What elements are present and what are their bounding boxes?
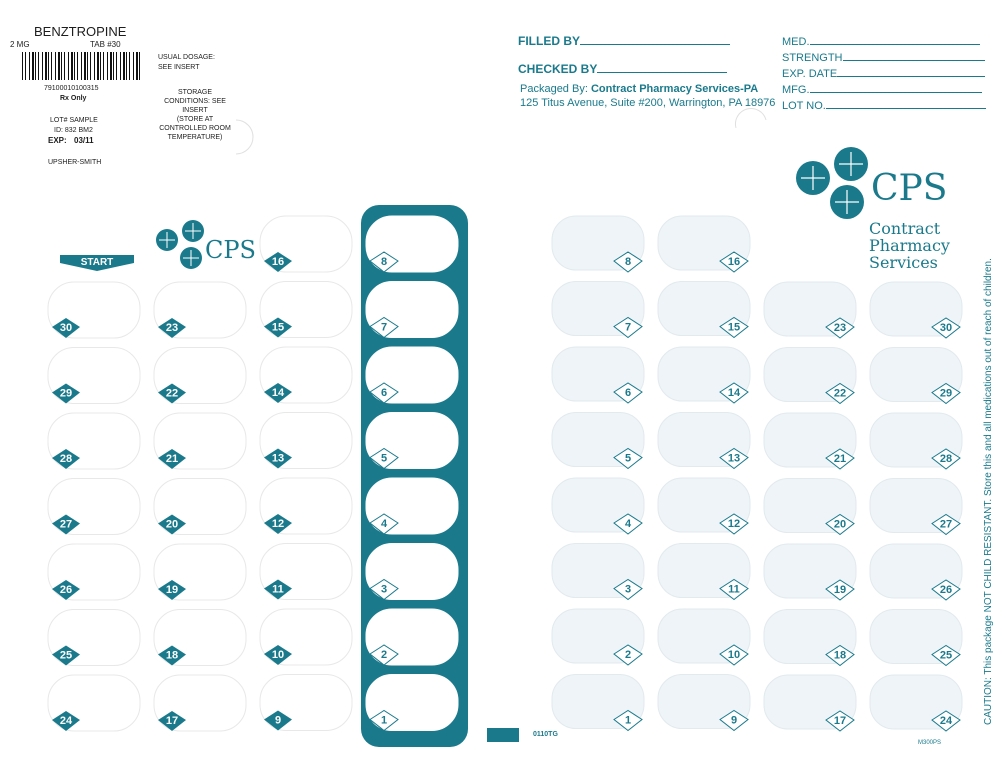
day-number: 22 <box>165 387 179 400</box>
day-number: 12 <box>271 518 285 530</box>
day-number: 13 <box>727 452 741 465</box>
day-number: 27 <box>59 518 73 531</box>
day-number: 3 <box>380 583 388 596</box>
day-number: 24 <box>59 715 73 727</box>
day-number: 26 <box>59 584 73 596</box>
day-number: 2 <box>624 649 632 661</box>
mfg-field[interactable]: MFG. <box>782 82 982 96</box>
day-number: 4 <box>380 518 388 530</box>
drug-name: BENZTROPINE <box>34 24 127 39</box>
day-number: 7 <box>380 321 388 334</box>
day-number: 13 <box>271 452 285 465</box>
caution-text: CAUTION: This package NOT CHILD RESISTANT. Store this and all medications out of reach of children. <box>983 258 994 725</box>
day-number: 25 <box>939 649 953 662</box>
day-number: 26 <box>939 584 953 596</box>
exp-label: EXP: <box>48 136 67 145</box>
tab-count: TAB #30 <box>90 40 121 49</box>
drug-strength: 2 MG <box>10 40 30 49</box>
day-number: 27 <box>939 518 953 531</box>
company-name: Contract Pharmacy Services <box>869 219 950 272</box>
day-number: 10 <box>271 649 285 661</box>
day-number: 17 <box>165 715 179 727</box>
tab-mark <box>487 728 519 742</box>
day-number: 5 <box>624 452 632 465</box>
day-number: 15 <box>727 321 741 334</box>
barcode-number: 79100010100315 <box>44 85 99 92</box>
day-number: 11 <box>272 583 284 596</box>
card-code: 0110TG <box>533 731 558 738</box>
product-id: ID: 832 BM2 <box>54 127 93 134</box>
day-number: 30 <box>59 322 73 334</box>
day-number: 18 <box>833 649 847 662</box>
day-number: 20 <box>833 518 847 531</box>
day-number: 14 <box>271 387 285 399</box>
stock-code: M300PS <box>918 740 942 746</box>
logo-letters-small: CPS <box>205 236 256 264</box>
day-number: 3 <box>624 583 632 596</box>
day-number: 29 <box>59 387 73 400</box>
day-number: 21 <box>165 453 179 465</box>
day-number: 5 <box>380 452 388 465</box>
day-number: 15 <box>271 321 285 334</box>
med-field[interactable]: MED. <box>782 34 980 48</box>
day-number: 6 <box>624 387 632 399</box>
day-number: 4 <box>624 518 632 530</box>
day-number: 16 <box>727 256 741 268</box>
dosage-line-2: SEE INSERT <box>158 64 200 71</box>
dosage-line-1: USUAL DOSAGE: <box>158 54 215 61</box>
day-number: 9 <box>274 714 282 727</box>
day-number: 19 <box>833 584 847 596</box>
filled-by-field[interactable]: FILLED BY <box>518 34 730 48</box>
rx-only: Rx Only <box>60 95 87 102</box>
day-number: 12 <box>727 518 741 530</box>
day-number: 23 <box>165 322 179 334</box>
day-number: 28 <box>939 453 953 465</box>
day-number: 29 <box>939 387 953 400</box>
day-number: 21 <box>833 453 847 465</box>
day-number: 25 <box>59 649 73 662</box>
packager-address: 125 Titus Avenue, Suite #200, Warrington, PA 18976 <box>520 97 776 109</box>
logo-letters: CPS <box>871 168 948 209</box>
day-number: 16 <box>271 256 285 268</box>
storage-conditions: STORAGE CONDITIONS: SEE INSERT (STORE AT CONTROLLED ROOM TEMPERATURE) <box>159 89 231 141</box>
start-label: START <box>80 257 114 268</box>
day-number: 28 <box>59 453 73 465</box>
checked-by-field[interactable]: CHECKED BY <box>518 62 727 76</box>
packager-name: Contract Pharmacy Services-PA <box>590 83 759 95</box>
day-number: 30 <box>939 322 953 334</box>
packager-info: Packaged By: Contract Pharmacy Services-PA 125 Titus Avenue, Suite #200, Warrington, PA 18976 <box>520 83 776 109</box>
exp-value: 03/11 <box>74 136 94 145</box>
strength-field[interactable]: STRENGTH <box>782 50 985 64</box>
fold-hole <box>236 120 253 154</box>
day-number: 18 <box>165 649 179 662</box>
day-number: 14 <box>727 387 741 399</box>
day-number: 24 <box>939 715 953 727</box>
day-number: 1 <box>380 714 388 727</box>
day-number: 2 <box>380 649 388 661</box>
day-number: 23 <box>833 322 847 334</box>
lot-no-field[interactable]: LOT NO. <box>782 98 986 112</box>
day-number: 9 <box>730 714 738 727</box>
day-number: 6 <box>380 387 388 399</box>
day-number: 17 <box>833 715 847 727</box>
day-number: 10 <box>727 649 741 661</box>
day-number: 7 <box>624 321 632 334</box>
day-number: 1 <box>624 714 632 727</box>
manufacturer: UPSHER-SMITH <box>48 159 102 166</box>
day-number: 19 <box>165 584 179 596</box>
day-number: 11 <box>728 583 740 596</box>
fold-hole <box>735 108 766 128</box>
day-number: 20 <box>165 518 179 531</box>
lot-number: LOT# SAMPLE <box>50 117 98 124</box>
day-number: 8 <box>380 256 388 268</box>
exp-date-field[interactable]: EXP. DATE <box>782 66 985 80</box>
day-number: 22 <box>833 387 847 400</box>
day-number: 8 <box>624 256 632 268</box>
